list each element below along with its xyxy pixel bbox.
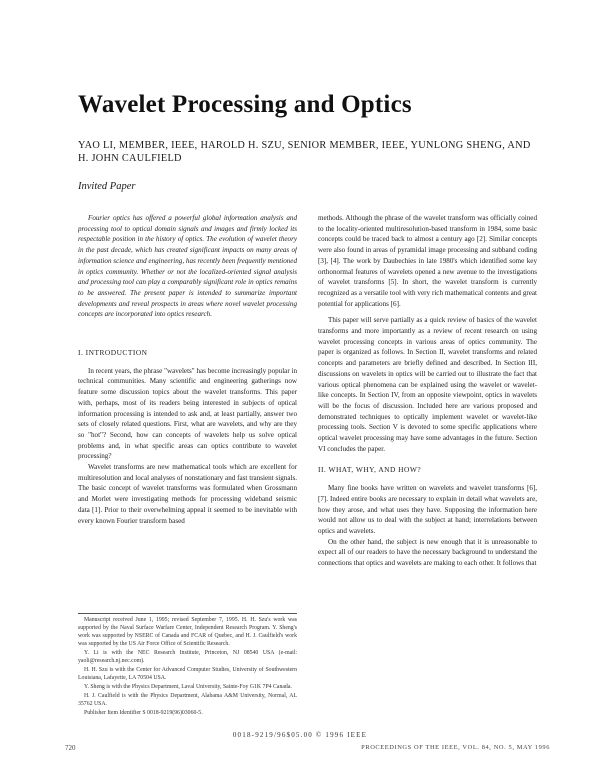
author-3: YUNLONG SHENG, [410,140,506,151]
right-paragraph: This paper will serve partially as a quick review of basics of the wavelet transforms and more importantly as a review of recent research on using wavelet processing concepts in various areas of optics community. The paper is organized as follows. In Section II, wavelet transforms and related concepts and parameters are briefly defined and described. In Section III, discussions on wavelets in optics will be carried out to illustrate the fact that various optical phenomena can be explained using the wavelet or wavelet-like concepts. In Section IV, from an opposite viewpoint, optics in wavelets will be the focus of discussion. Included here are various proposed and demonstrated techniques to optically implement wavelet or wavelet-like processing tools. Section V is devoted to some specific applications where optical wavelet processing may have some advantages in the future. Section VI concludes the paper. [318,316,537,453]
footnotes [78,616,297,718]
footnote: H. J. Caulfield is with the Physics Department, Alabama A&M University, Normal, AL 35762 USA. [78,693,297,707]
abstract-text: Fourier optics has offered a powerful global information analysis and processing tool to optical domain signals and images and firmly locked its respectable position in the history of optics. The evolution of wavelet theory in the past decade, which has created significant impacts on many areas of information science and engineering, has recently been frequently mentioned in optics community. Whether or not the localized-oriented signal analysis and processing tool can play a comparably significant role in optics remains to be answered. The present paper is intended to summarize important developments and reveal prospects in areas where novel wavelet processing concepts are incorporated into optics research. [78,214,297,319]
footnote: H. H. Szu is with the Center for Advanced Computer Studies, University of Southwestern Louisiana, Lafayette, LA 70504 USA. [78,667,297,681]
right-paragraph: methods. Although the phrase of the wavelet transform was officially coined to the locality-oriented multiresolution-based transform in 1984, some basic concepts could be traced back to almost a century ago [2]. Similar concepts were also found in areas of pyramidal image processing and subband coding [3], [4]. The work by Daubechies in late 1980's which identified some key orthonormal features of wavelets opened a new avenue to the investigations of wavelet transforms [5]. In short, the wavelet transform is currently recognized as a versatile tool with very rich mathematical contents and great potential for applications [6]. [318,214,537,308]
abstract [78,213,297,320]
paper-type: Invited Paper [78,181,136,192]
page-number: 720 [65,744,76,752]
author-list [78,139,538,165]
journal-line: PROCEEDINGS OF THE IEEE, VOL. 84, NO. 5, MAY 1996 [361,744,550,751]
left-column [78,337,297,526]
footnote: Publisher Item Identifier S 0018-9219(96)03060-5. [84,710,203,716]
right-column [318,213,537,569]
section-1-paragraph: In recent years, the phrase "wavelets" has become increasingly popular in technical communities. Many scientific and engineering gatherings now feature some discussion topics about the wavelet transforms. This paper with, perhaps, most of its readers being interested in subjects of optical information processing is intended to ask and, at least partially, answer two sets of closely related questions. First, what are wavelets, and why are they so "hot"? Second, how can concepts of wavelets help us solve optical problems and, in what specific areas can optics contribute to wavelet processing? [78,366,297,461]
footnote: Manuscript received June 1, 1995; revised September 7, 1995. H. H. Szu's work was supported by the Naval Surface Warfare Center, Independent Research Program. Y. Sheng's work was supported by NSERC of Canada and FCAR of Quebec, and H. J. Caulfield's work was supported by the US Air Force Office of Scientific Research. [78,617,297,647]
issn-line: 0018-9219/96$05.00 © 1996 IEEE [232,731,368,739]
section-1-heading: I. INTRODUCTION [78,348,148,357]
section-2-paragraph: Many fine books have written on wavelets and wavelet transforms [6], [7]. Indeed entire books are necessary to explain in detail what wavelets are, how they arose, and what uses they have. Supposing the information here would not allow us to deal with the subject at hand; interrelations between optics and wavelets. [318,484,537,535]
author-2: HAROLD H. SZU, SENIOR MEMBER, IEEE, [200,140,409,151]
footnote: Y. Li is with the NEC Research Institute, Princeton, NJ 08540 USA (e-mail: yaoli@research.nj.nec.com). [78,650,297,664]
paper-title: Wavelet Processing and Optics [78,91,412,118]
section-2-paragraph: On the other hand, the subject is new enough that it is unreasonable to expect all of our readers to have the necessary background to understand the connections that optics and wavelets are making to each other. It follows that [318,537,537,568]
section-1-paragraph: Wavelet transforms are new mathematical tools which are excellent for multiresolution and local analyses of nonstationary and fast transient signals. The basic concept of wavelet transforms was formulated when Grossmann and Morlet were investigating methods for processing wideband seismic data [1]. Prior to their overwhelming appeal it seemed to be inevitable with every known Fourier transform based [78,463,297,525]
section-2-heading: II. WHAT, WHY, AND HOW? [318,465,422,475]
footnote-rule [78,613,297,614]
footnote: Y. Sheng is with the Physics Department, Laval University, Sainte-Foy G1K 7P4 Canada. [84,684,292,690]
author-1: YAO LI, MEMBER, IEEE, [78,140,198,151]
author-4: AND H. JOHN CAULFIELD [78,140,531,164]
